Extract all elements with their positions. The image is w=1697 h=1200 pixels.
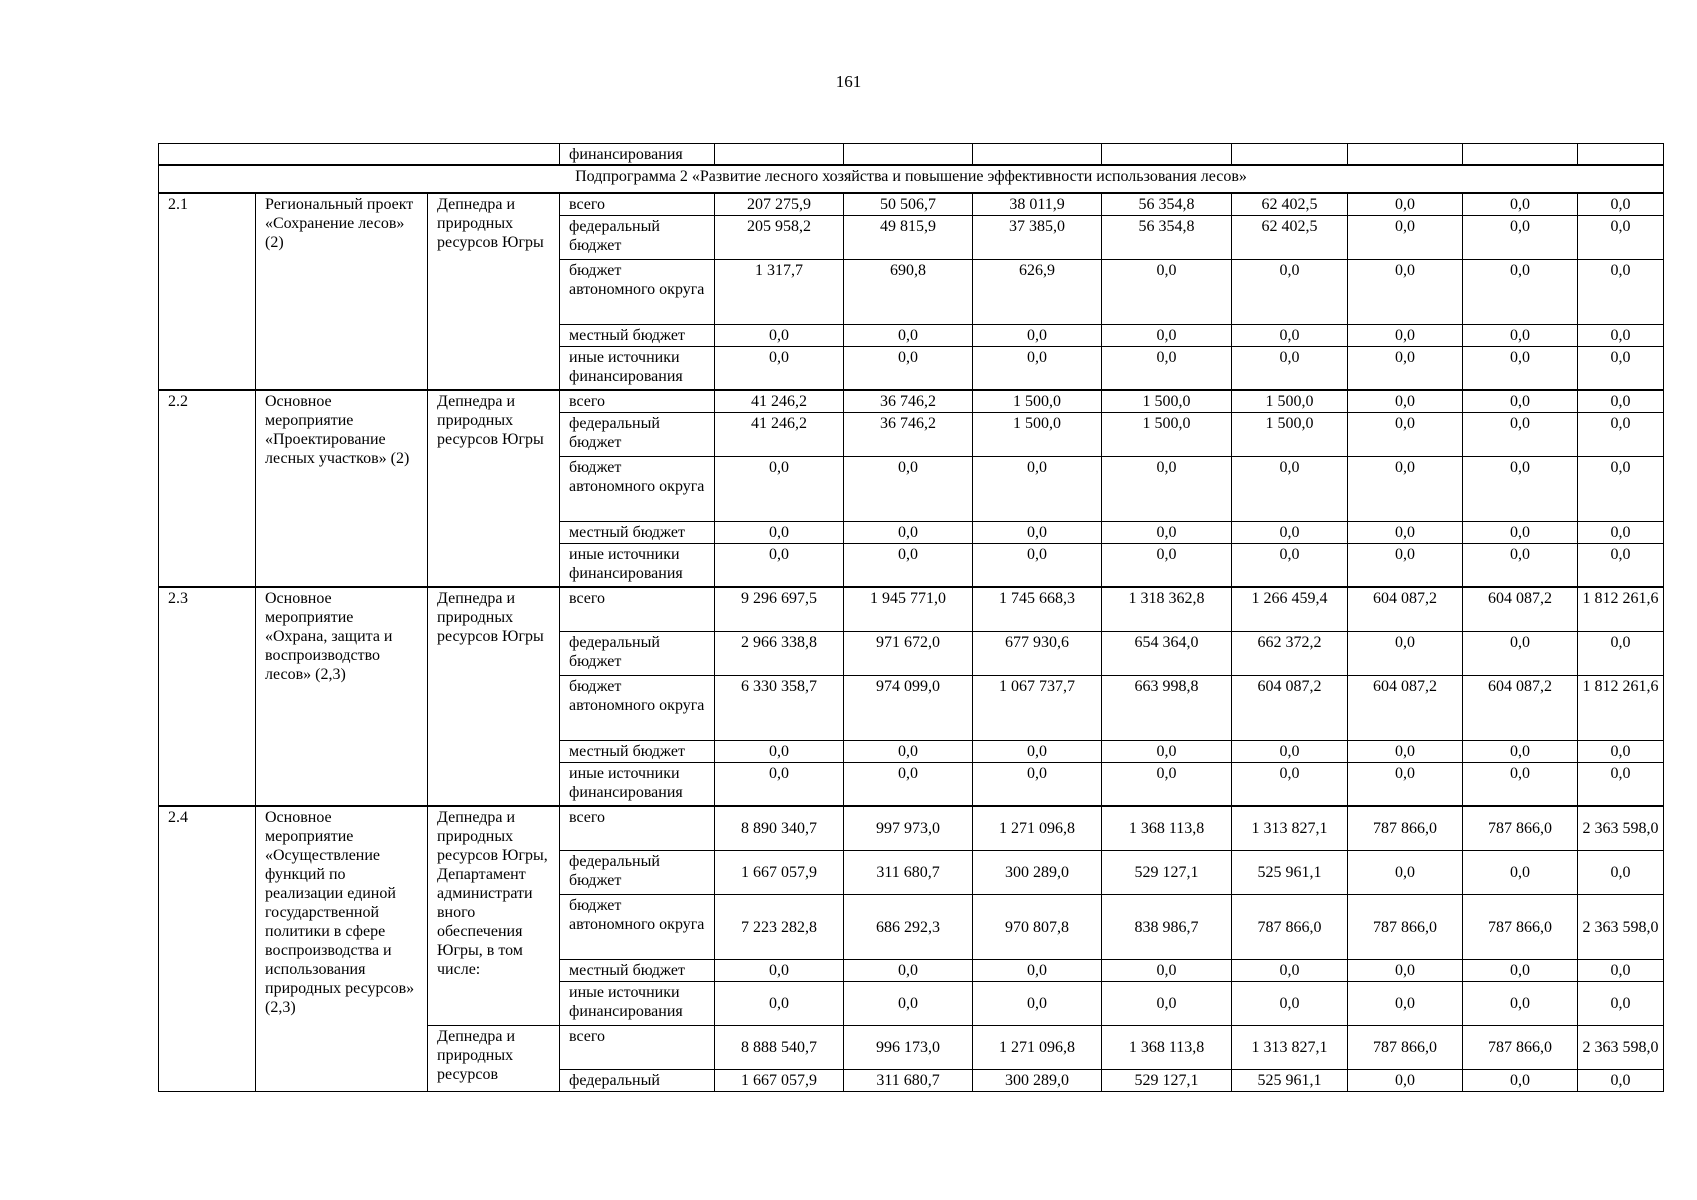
value-cell: 0,0 [1578,631,1664,675]
funding-source: местный бюджет [560,324,715,346]
table-row [159,587,1664,631]
value-cell: 0,0 [844,324,973,346]
value-cell: 37 385,0 [973,215,1102,259]
value-cell: 0,0 [1578,456,1664,521]
value-cell: 2 363 598,0 [1578,806,1664,850]
value-cell: 41 246,2 [715,390,844,412]
value-cell: 677 930,6 [973,631,1102,675]
value-cell: 604 087,2 [1348,587,1463,631]
value-cell: 0,0 [1102,543,1232,587]
value-cell: 1 368 113,8 [1102,806,1232,850]
value-cell: 604 087,2 [1348,675,1463,740]
value-cell: 1 667 057,9 [715,850,844,894]
funding-source: бюджет автономного округа [560,259,715,324]
value-cell: 0,0 [1463,762,1578,806]
empty-value-cell [1463,144,1578,166]
value-cell: 0,0 [844,762,973,806]
value-cell: 787 866,0 [1348,806,1463,850]
value-cell: 787 866,0 [1232,894,1348,959]
value-cell: 0,0 [1463,412,1578,456]
value-cell: 0,0 [1578,1069,1664,1091]
value-cell: 0,0 [1578,740,1664,762]
value-cell: 787 866,0 [1463,806,1578,850]
value-cell: 0,0 [715,543,844,587]
funding-source: бюджет автономного округа [560,894,715,959]
funding-source: иные источники финансирования [560,346,715,390]
value-cell: 1 500,0 [1102,412,1232,456]
value-cell: 604 087,2 [1463,587,1578,631]
value-cell: 38 011,9 [973,193,1102,215]
value-cell: 1 500,0 [973,390,1102,412]
value-cell: 0,0 [1102,959,1232,981]
sub-executor: Депнедра и природных ресурсов [428,1025,560,1091]
value-cell: 300 289,0 [973,850,1102,894]
value-cell: 0,0 [1348,412,1463,456]
value-cell: 0,0 [844,521,973,543]
value-cell: 0,0 [715,981,844,1025]
value-cell: 0,0 [973,456,1102,521]
value-cell: 0,0 [973,762,1102,806]
value-cell: 0,0 [844,346,973,390]
value-cell: 1 500,0 [1102,390,1232,412]
value-cell: 0,0 [1463,981,1578,1025]
value-cell: 0,0 [1578,346,1664,390]
item-name: Региональный проект «Сохранение лесов» (2) [256,193,428,390]
value-cell: 1 317,7 [715,259,844,324]
value-cell: 6 330 358,7 [715,675,844,740]
value-cell: 0,0 [1348,850,1463,894]
value-cell: 0,0 [1348,521,1463,543]
value-cell: 41 246,2 [715,412,844,456]
value-cell: 0,0 [1463,346,1578,390]
value-cell: 207 275,9 [715,193,844,215]
funding-source: всего [560,587,715,631]
value-cell: 0,0 [1348,1069,1463,1091]
value-cell: 0,0 [715,521,844,543]
table-row [159,390,1664,412]
empty-value-cell [1348,144,1463,166]
value-cell: 1 368 113,8 [1102,1025,1232,1069]
value-cell: 0,0 [1348,259,1463,324]
value-cell: 0,0 [715,456,844,521]
value-cell: 0,0 [1578,543,1664,587]
value-cell: 0,0 [1578,324,1664,346]
funding-source: всего [560,806,715,850]
value-cell: 0,0 [1102,981,1232,1025]
value-cell: 654 364,0 [1102,631,1232,675]
value-cell: 62 402,5 [1232,215,1348,259]
item-executor: Депнедра и природных ресурсов Югры [428,390,560,587]
value-cell: 0,0 [1578,193,1664,215]
value-cell: 1 067 737,7 [973,675,1102,740]
value-cell: 686 292,3 [844,894,973,959]
item-name: Основное мероприятие «Охрана, защита и воспроизводство лесов» (2,3) [256,587,428,806]
value-cell: 0,0 [1232,959,1348,981]
value-cell: 0,0 [1463,740,1578,762]
funding-source: федеральный бюджет [560,850,715,894]
value-cell: 62 402,5 [1232,193,1348,215]
funding-source: федеральный бюджет [560,631,715,675]
value-cell: 1 500,0 [1232,390,1348,412]
funding-source: иные источники финансирования [560,543,715,587]
value-cell: 0,0 [1232,521,1348,543]
value-cell: 604 087,2 [1463,675,1578,740]
financing-table [158,143,1664,1092]
value-cell: 0,0 [1463,215,1578,259]
value-cell: 2 363 598,0 [1578,894,1664,959]
value-cell: 300 289,0 [973,1069,1102,1091]
funding-source: местный бюджет [560,521,715,543]
empty-value-cell [1578,144,1664,166]
value-cell: 311 680,7 [844,850,973,894]
value-cell: 1 313 827,1 [1232,1025,1348,1069]
value-cell: 0,0 [1463,959,1578,981]
value-cell: 626,9 [973,259,1102,324]
value-cell: 0,0 [715,346,844,390]
empty-value-cell [1102,144,1232,166]
value-cell: 36 746,2 [844,390,973,412]
value-cell: 0,0 [1232,456,1348,521]
value-cell: 0,0 [1348,740,1463,762]
value-cell: 0,0 [973,521,1102,543]
value-cell: 1 812 261,6 [1578,587,1664,631]
value-cell: 838 986,7 [1102,894,1232,959]
value-cell: 0,0 [1578,981,1664,1025]
empty-value-cell [973,144,1102,166]
value-cell: 1 313 827,1 [1232,806,1348,850]
value-cell: 0,0 [973,740,1102,762]
value-cell: 0,0 [1578,259,1664,324]
value-cell: 7 223 282,8 [715,894,844,959]
value-cell: 0,0 [1102,740,1232,762]
funding-source: иные источники финансирования [560,762,715,806]
value-cell: 974 099,0 [844,675,973,740]
funding-source: всего [560,390,715,412]
value-cell: 996 173,0 [844,1025,973,1069]
value-cell: 56 354,8 [1102,215,1232,259]
value-cell: 1 266 459,4 [1232,587,1348,631]
value-cell: 0,0 [715,740,844,762]
funding-source: федеральный [560,1069,715,1091]
value-cell: 0,0 [1348,456,1463,521]
value-cell: 0,0 [973,981,1102,1025]
value-cell: 0,0 [973,346,1102,390]
value-cell: 0,0 [1348,346,1463,390]
item-code: 2.1 [159,193,256,390]
value-cell: 0,0 [1348,215,1463,259]
subprogram-row [159,165,1664,193]
value-cell: 0,0 [844,456,973,521]
subprogram-title: Подпрограмма 2 «Развитие лесного хозяйства и повышение эффективности использования лесов» [159,165,1664,193]
value-cell: 0,0 [1348,631,1463,675]
value-cell: 0,0 [1463,1069,1578,1091]
value-cell: 1 667 057,9 [715,1069,844,1091]
value-cell: 0,0 [1578,390,1664,412]
value-cell: 662 372,2 [1232,631,1348,675]
value-cell: 9 296 697,5 [715,587,844,631]
funding-source: всего [560,193,715,215]
value-cell: 0,0 [1232,259,1348,324]
value-cell: 0,0 [1348,959,1463,981]
value-cell: 0,0 [1348,390,1463,412]
value-cell: 0,0 [1463,850,1578,894]
funding-source: федеральный бюджет [560,412,715,456]
item-code: 2.2 [159,390,256,587]
value-cell: 1 500,0 [1232,412,1348,456]
item-executor: Депнедра и природных ресурсов Югры, Департамент администрати вного обеспечения Югры, в том числе: [428,806,560,1025]
value-cell: 0,0 [1578,521,1664,543]
value-cell: 0,0 [1232,543,1348,587]
value-cell: 8 888 540,7 [715,1025,844,1069]
page-number: 161 [835,72,862,91]
value-cell: 0,0 [1348,543,1463,587]
value-cell: 8 890 340,7 [715,806,844,850]
item-executor: Депнедра и природных ресурсов Югры [428,193,560,390]
value-cell: 2 363 598,0 [1578,1025,1664,1069]
funding-source: иные источники финансирования [560,981,715,1025]
value-cell: 0,0 [844,981,973,1025]
source-label: финансирования [560,144,715,166]
value-cell: 0,0 [1463,324,1578,346]
value-cell: 0,0 [1463,543,1578,587]
value-cell: 2 966 338,8 [715,631,844,675]
value-cell: 0,0 [1102,346,1232,390]
value-cell: 0,0 [1463,631,1578,675]
value-cell: 0,0 [1348,324,1463,346]
value-cell: 0,0 [1232,762,1348,806]
value-cell: 205 958,2 [715,215,844,259]
item-code: 2.3 [159,587,256,806]
value-cell: 1 945 771,0 [844,587,973,631]
value-cell: 525 961,1 [1232,850,1348,894]
value-cell: 0,0 [1463,456,1578,521]
value-cell: 0,0 [1102,259,1232,324]
table-row [159,806,1664,850]
value-cell: 787 866,0 [1463,1025,1578,1069]
value-cell: 0,0 [1463,521,1578,543]
value-cell: 604 087,2 [1232,675,1348,740]
value-cell: 0,0 [1348,981,1463,1025]
value-cell: 311 680,7 [844,1069,973,1091]
value-cell: 529 127,1 [1102,1069,1232,1091]
value-cell: 1 812 261,6 [1578,675,1664,740]
value-cell: 0,0 [715,762,844,806]
value-cell: 49 815,9 [844,215,973,259]
value-cell: 0,0 [1578,959,1664,981]
value-cell: 0,0 [1463,390,1578,412]
funding-source: местный бюджет [560,959,715,981]
item-code: 2.4 [159,806,256,1091]
table-row [159,193,1664,215]
value-cell: 0,0 [1463,193,1578,215]
empty-value-cell [844,144,973,166]
value-cell: 690,8 [844,259,973,324]
value-cell: 0,0 [715,959,844,981]
item-name: Основное мероприятие «Проектирование лесных участков» (2) [256,390,428,587]
funding-source: всего [560,1025,715,1069]
value-cell: 0,0 [1102,456,1232,521]
carryover-empty-cell [159,144,560,166]
value-cell: 0,0 [844,543,973,587]
funding-source: бюджет автономного округа [560,456,715,521]
value-cell: 525 961,1 [1232,1069,1348,1091]
value-cell: 0,0 [1578,412,1664,456]
value-cell: 0,0 [1578,762,1664,806]
value-cell: 0,0 [844,959,973,981]
value-cell: 50 506,7 [844,193,973,215]
carryover-row [159,144,1664,166]
empty-value-cell [1232,144,1348,166]
value-cell: 0,0 [973,543,1102,587]
value-cell: 0,0 [715,324,844,346]
funding-source: местный бюджет [560,740,715,762]
value-cell: 529 127,1 [1102,850,1232,894]
empty-value-cell [715,144,844,166]
value-cell: 1 500,0 [973,412,1102,456]
value-cell: 997 973,0 [844,806,973,850]
value-cell: 971 672,0 [844,631,973,675]
value-cell: 0,0 [1232,324,1348,346]
item-executor: Депнедра и природных ресурсов Югры [428,587,560,806]
funding-source: бюджет автономного округа [560,675,715,740]
funding-source: федеральный бюджет [560,215,715,259]
value-cell: 0,0 [1578,850,1664,894]
value-cell: 0,0 [1102,324,1232,346]
value-cell: 1 271 096,8 [973,1025,1102,1069]
value-cell: 0,0 [973,324,1102,346]
value-cell: 1 318 362,8 [1102,587,1232,631]
value-cell: 0,0 [973,959,1102,981]
value-cell: 0,0 [1232,981,1348,1025]
value-cell: 0,0 [1232,740,1348,762]
value-cell: 0,0 [1102,762,1232,806]
value-cell: 56 354,8 [1102,193,1232,215]
value-cell: 1 745 668,3 [973,587,1102,631]
value-cell: 0,0 [1102,521,1232,543]
value-cell: 663 998,8 [1102,675,1232,740]
value-cell: 1 271 096,8 [973,806,1102,850]
item-name: Основное мероприятие «Осуществление функций по реализации единой государственной политики в сфере воспроизводства и использования природных ресурсов» (2,3) [256,806,428,1091]
value-cell: 0,0 [1348,762,1463,806]
value-cell: 787 866,0 [1348,1025,1463,1069]
value-cell: 0,0 [1463,259,1578,324]
value-cell: 787 866,0 [1463,894,1578,959]
value-cell: 0,0 [1232,346,1348,390]
value-cell: 36 746,2 [844,412,973,456]
value-cell: 0,0 [1348,193,1463,215]
value-cell: 970 807,8 [973,894,1102,959]
value-cell: 787 866,0 [1348,894,1463,959]
value-cell: 0,0 [1578,215,1664,259]
value-cell: 0,0 [844,740,973,762]
